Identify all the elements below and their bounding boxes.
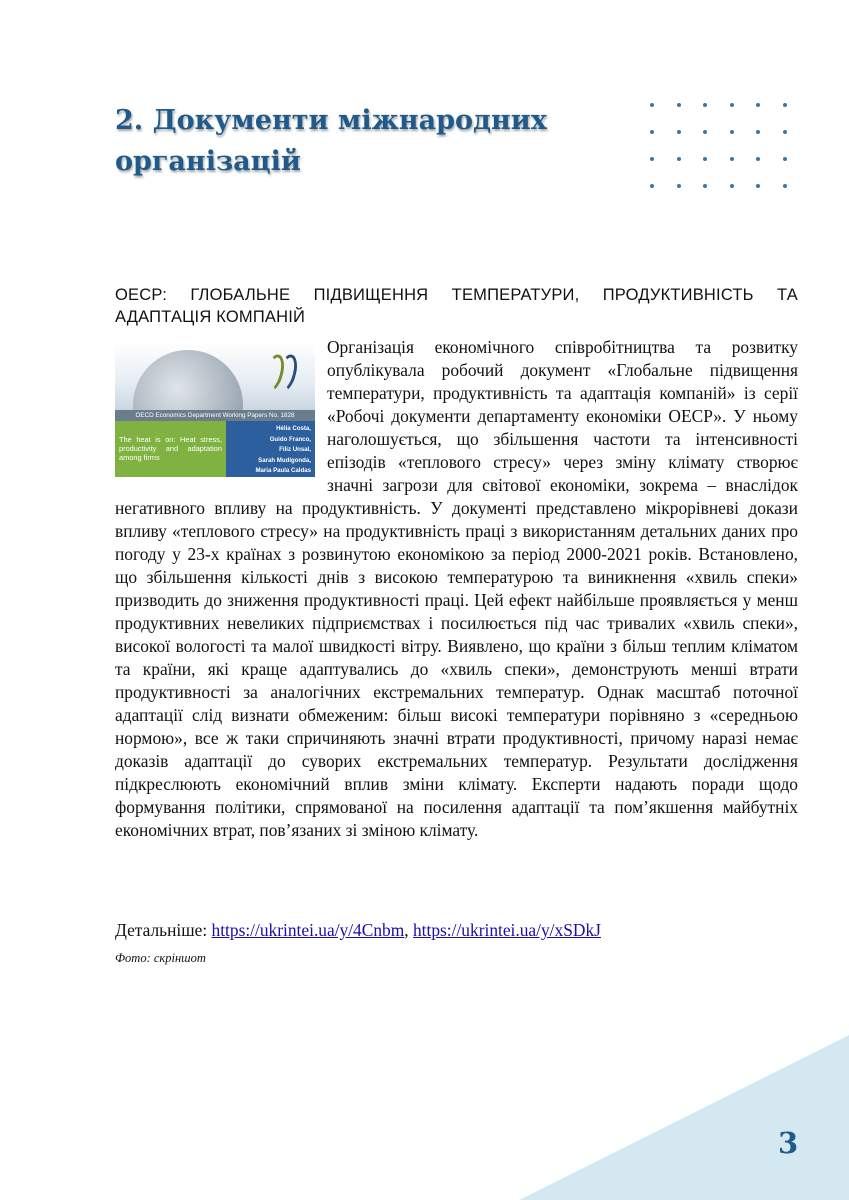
cover-author: Hélia Costa, <box>276 425 311 432</box>
more-links-line <box>115 919 798 942</box>
photo-caption: Фото: скріншот <box>115 951 206 965</box>
cover-paper-title: The heat is on: Heat stress, productivity and adaptation among firms <box>115 421 226 477</box>
decorative-dot <box>677 157 681 161</box>
page-number: 3 <box>778 1126 799 1160</box>
source-link-2[interactable]: https://ukrintei.ua/y/xSDkJ <box>412 920 601 940</box>
link-separator: , <box>404 920 413 940</box>
decorative-dot <box>730 184 734 188</box>
decorative-dot <box>730 103 734 107</box>
decorative-dot-grid <box>650 103 800 203</box>
decorative-dot <box>650 103 654 107</box>
article-body-text: Організація економічного співробітництва та розвитку опублікувала робочий документ «Глобальне підвищення температури, продуктивність та адаптація компаній» із серії «Робочі документи департаменту економіки ОЕСР». У ньому наголошується, що збільшення частоти та інтенсивності епізодів «теплового стресу» через зміну клімату створює значні загрози для світової економіки, зокрема – внаслідок негативного впливу на продуктивність. У документі представлено мікрорівневі докази впливу «теплового стресу» на продуктивність праці з використанням детальних даних про погоду у 23-х країнах з розвинутою економікою за період 2000-2021 років. Встановлено, що збільшення кількості днів з високою температурою та виникнення «хвиль спеки» призводить до зниження продуктивності праці. Цей ефект найбільше проявляється у менш продуктивних невеликих підприємствах і посилюється під час тривалих «хвиль спеки», високої вологості та малої швидкості вітру. Виявлено, що країни з більш теплим кліматом та країни, які краще адаптувались до «хвиль спеки», демонструють менші втрати продуктивності за аналогічних екстремальних температур. Однак масштаб поточної адаптації слід визнати обмеженим: більш високі температури порівняно з «середньою нормою», все ж таки спричиняють значні втрати продуктивності, причому наразі немає доказів адаптації до суворих екстремальних температур. Результати дослідження підкреслюють економічний вплив зміни клімату. Експерти надають поради щодо формування політики, спрямованої на посилення адаптації та пом’якшення майбутніх економічних втрат, пов’язаних зі зміною клімату. <box>115 337 798 840</box>
decorative-dot <box>650 157 654 161</box>
decorative-dot <box>703 130 707 134</box>
decorative-dot <box>756 103 760 107</box>
more-label: Детальніше: <box>115 920 208 940</box>
decorative-dot <box>677 130 681 134</box>
decorative-dot <box>677 184 681 188</box>
cover-author: Maria Paula Caldas <box>255 467 311 474</box>
decorative-dot <box>783 157 787 161</box>
cover-author: Guido Franco, <box>269 435 311 443</box>
decorative-dot <box>703 103 707 107</box>
section-heading: 2. Документи міжнародних організацій <box>115 105 547 177</box>
decorative-dot <box>730 157 734 161</box>
decorative-dot <box>783 130 787 134</box>
decorative-dot <box>730 130 734 134</box>
decorative-dot <box>650 130 654 134</box>
source-link-1[interactable]: https://ukrintei.ua/y/4Cnbm <box>211 920 405 940</box>
decorative-dot <box>783 103 787 107</box>
document-cover-screenshot <box>115 342 315 477</box>
decorative-corner-triangle <box>519 1035 849 1200</box>
cover-authors <box>226 421 315 477</box>
decorative-dot <box>703 157 707 161</box>
article-title: ОЕСР: ГЛОБАЛЬНЕ ПІДВИЩЕННЯ ТЕМПЕРАТУРИ, ПРОДУКТИВНІСТЬ ТА АДАПТАЦІЯ КОМПАНІЙ <box>115 286 798 326</box>
decorative-dot <box>756 184 760 188</box>
decorative-dot <box>703 184 707 188</box>
decorative-dot <box>756 157 760 161</box>
cover-author: Filiz Unsal, <box>279 446 311 453</box>
decorative-dot <box>650 184 654 188</box>
article-body <box>115 336 798 842</box>
decorative-dot <box>677 103 681 107</box>
cover-series-label: OECD Economics Department Working Papers No. 1828 <box>115 410 315 421</box>
cover-author: Sarah Mudigonda, <box>258 456 311 464</box>
decorative-dot <box>756 130 760 134</box>
decorative-dot <box>783 184 787 188</box>
